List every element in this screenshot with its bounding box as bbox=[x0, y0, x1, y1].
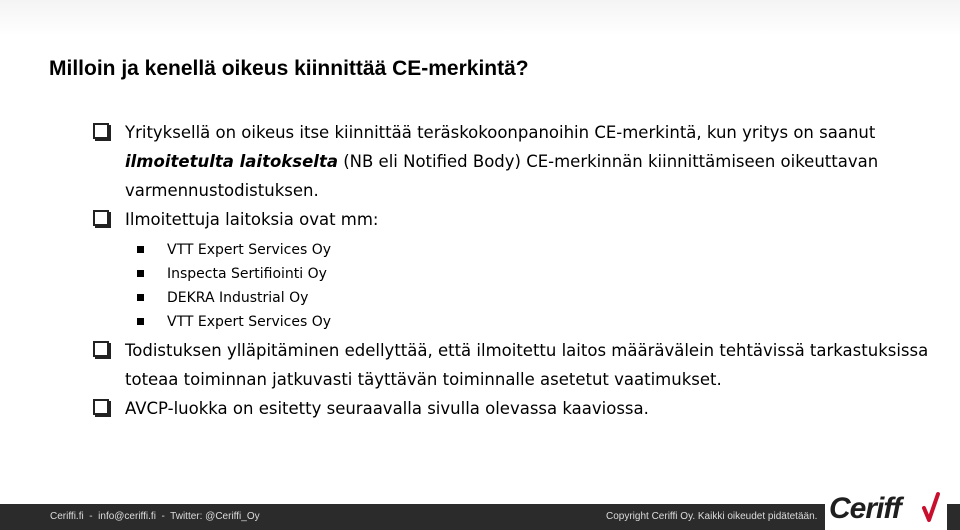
bullet-1-text-end: (NB eli Notified Body) CE-merkinnän kiinnittämiseen oikeuttavan varmennustodistuksen. bbox=[125, 152, 879, 200]
list-item bbox=[93, 262, 943, 286]
bullet-1-text-start: Yrityksellä on oikeus itse kiinnittää teräskokoonpanoihin CE-merkintä, kun yritys on saanut bbox=[125, 123, 876, 142]
bullet-4 bbox=[93, 394, 943, 423]
ceriffi-logo bbox=[825, 488, 947, 530]
logo-check-mark-icon bbox=[921, 490, 941, 528]
logo-wordmark: Ceriff bbox=[829, 492, 901, 525]
list-item-text: DEKRA Industrial Oy bbox=[167, 290, 309, 306]
checkbox-bullet-icon bbox=[93, 123, 109, 139]
footer-copyright: Copyright Ceriffi Oy. Kaikki oikeudet pidätetään. bbox=[606, 511, 818, 522]
slide-content bbox=[93, 118, 943, 423]
checkbox-bullet-icon bbox=[93, 210, 109, 226]
footer-bar bbox=[0, 504, 960, 530]
list-item-text: VTT Expert Services Oy bbox=[167, 314, 332, 330]
bullet-3 bbox=[93, 336, 943, 394]
bullet-2-text: Ilmoitettuja laitoksia ovat mm: bbox=[125, 210, 379, 229]
list-item bbox=[93, 286, 943, 310]
list-item-text: Inspecta Sertifiointi Oy bbox=[167, 266, 327, 282]
bullet-4-text: AVCP-luokka on esitetty seuraavalla sivulla olevassa kaaviossa. bbox=[125, 399, 649, 418]
footer-contact: Ceriffi.fi - info@ceriffi.fi - Twitter: @Ceriffi_Oy bbox=[50, 511, 260, 522]
top-gradient-band bbox=[0, 0, 960, 36]
list-item bbox=[93, 310, 943, 334]
checkbox-bullet-icon bbox=[93, 399, 109, 415]
list-item bbox=[93, 238, 943, 262]
square-bullet-icon bbox=[137, 318, 144, 325]
square-bullet-icon bbox=[137, 246, 144, 253]
bullet-1-emphasis: ilmoitetulta laitokselta bbox=[125, 152, 338, 171]
bullet-1 bbox=[93, 118, 943, 205]
checkbox-bullet-icon bbox=[93, 341, 109, 357]
bullet-3-text: Todistuksen ylläpitäminen edellyttää, että ilmoitettu laitos määrävälein tehtävissä tarkastuksissa toteaa toiminnan jatkuvasti täyttävän toiminnalle asetetut vaatimukset. bbox=[125, 341, 929, 389]
slide-title: Milloin ja kenellä oikeus kiinnittää CE-merkintä? bbox=[49, 57, 529, 80]
square-bullet-icon bbox=[137, 270, 144, 277]
notified-bodies-list bbox=[93, 238, 943, 334]
bullet-2 bbox=[93, 205, 943, 234]
square-bullet-icon bbox=[137, 294, 144, 301]
list-item-text: VTT Expert Services Oy bbox=[167, 242, 332, 258]
